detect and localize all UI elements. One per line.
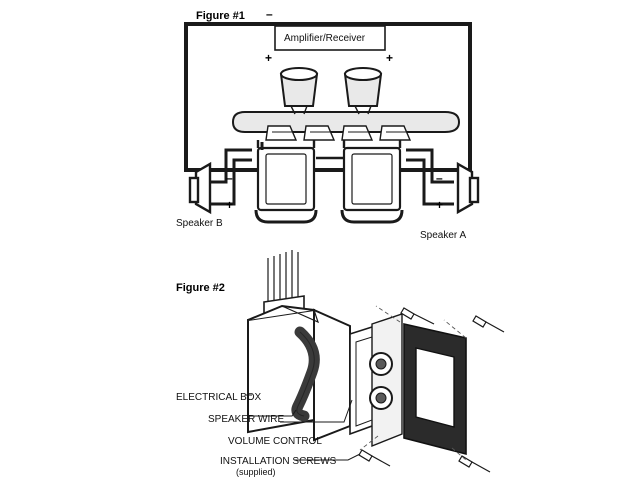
speaker-a-label: Speaker A xyxy=(420,230,467,241)
speaker-a-minus-sign: – xyxy=(436,171,443,185)
amp-plus-right-sign: + xyxy=(386,51,394,65)
callout-electrical-box: ELECTRICAL BOX xyxy=(176,392,262,403)
figure2-graphic xyxy=(0,250,640,490)
figure2-title: Figure #2 xyxy=(176,282,225,294)
callout-supplied: (supplied) xyxy=(236,467,276,477)
callout-speaker-wire: SPEAKER WIRE xyxy=(208,414,285,425)
amp-minus-sign: – xyxy=(266,7,273,21)
figure1-title: Figure #1 xyxy=(196,10,245,22)
amplifier-label: Amplifier/Receiver xyxy=(284,33,366,44)
amp-plus-left-sign: + xyxy=(265,51,273,65)
speaker-b-label: Speaker B xyxy=(176,218,223,229)
callout-volume-control: VOLUME CONTROL xyxy=(228,436,322,447)
speaker-b-plus-sign: + xyxy=(226,198,234,212)
speaker-a-plus-sign: + xyxy=(436,198,444,212)
speaker-b-minus-sign: – xyxy=(226,171,233,185)
callout-installation-screws: INSTALLATION SCREWS xyxy=(220,456,337,467)
